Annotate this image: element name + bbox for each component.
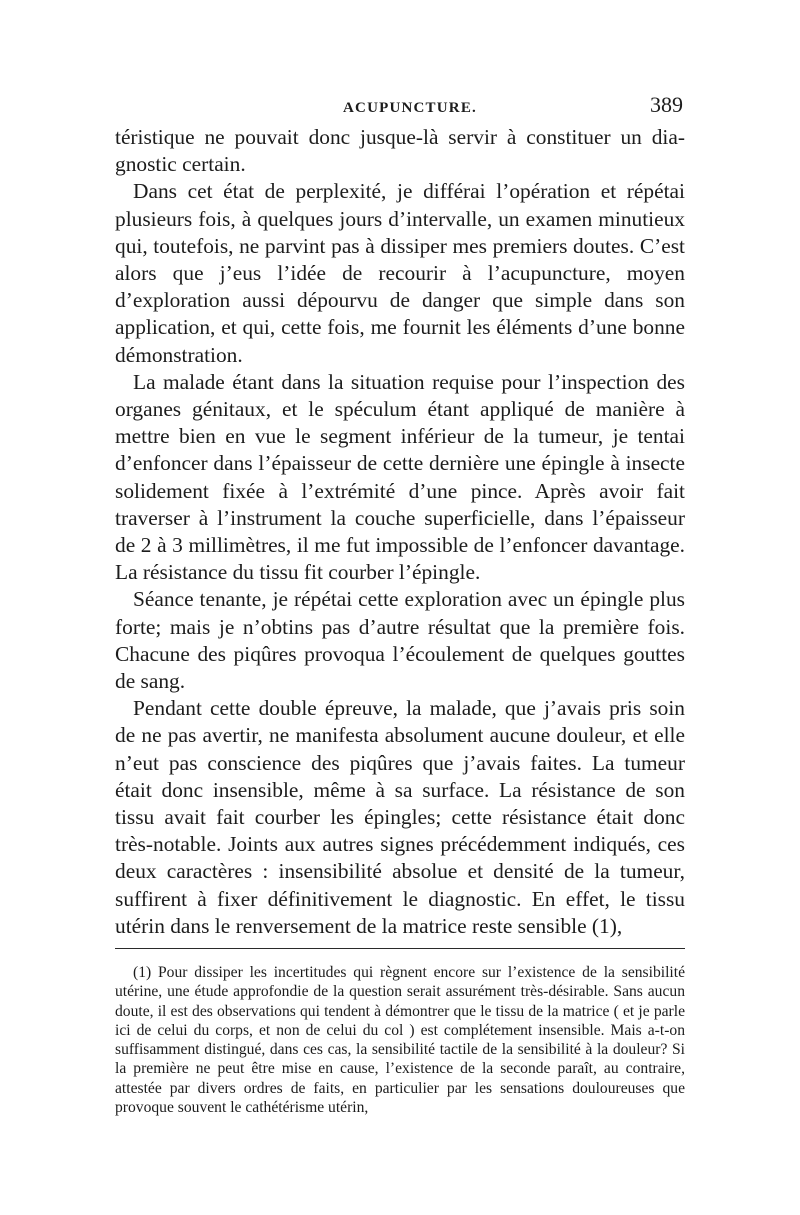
paragraph: Séance tenante, je répétai cette exploration avec un épingle plus forte; mais je n’obtins pas d’autre résultat que la première fois. Chacune des piqûres provoqua l’écoulement de quelques gouttes de sang. [115,587,685,694]
footnote-divider [115,948,685,949]
paragraph-continuation: téristique ne pouvait donc jusque-là servir à constituer un dia-gnostic certain. [115,125,685,177]
page-number: 389 [650,92,683,117]
footnote [115,963,685,1117]
main-text [115,124,685,940]
footnote-text: (1) Pour dissiper les incertitudes qui règnent encore sur l’existence de la sensibilité utérine, une étude approfondie de la question serait assurément très-désirable. Sans aucun doute, il est des observations qui tendent à démontrer que le tissu de la matrice ( et je parle ici de celui du corps, et non de celui du col ) est complétement insensible. Mais a-t-on suffisamment distingué, dans ces cas, la sensibilité tactile de la sensibilité à la douleur? Si la première ne peut être mise en cause, l’existence de la seconde paraît, au contraire, attestée par divers ordres de faits, en particulier par les sensations douloureuses que provoque souvent le cathétérisme utérin, [115,964,685,1117]
paragraph: La malade étant dans la situation requise pour l’inspection des organes génitaux, et le spéculum étant appliqué de manière à mettre bien en vue le segment inférieur de la tumeur, je tentai d’enfoncer dans l’épaisseur de cette dernière une épingle à insecte solidement fixée à l’extrémité d’une pince. Après avoir fait traverser à l’instrument la couche superficielle, dans l’épaisseur de 2 à 3 millimètres, il me fut impossible de l’enfoncer davantage. La résistance du tissu fit courber l’épingle. [115,369,685,585]
running-title: ACUPUNCTURE. [343,100,477,116]
paragraph: Dans cet état de perplexité, je différai l’opération et répétai plusieurs fois, à quelques jours d’intervalle, un examen minutieux qui, toutefois, ne parvint pas à dissiper mes premiers doutes. C’est alors que j’eus l’idée de recourir à l’acupuncture, moyen d’exploration aussi dépourvu de danger que simple dans son application, et qui, cette fois, me fournit les éléments d’une bonne démonstration. [115,179,685,367]
paragraph: Pendant cette double épreuve, la malade, que j’avais pris soin de ne pas avertir, ne manifesta absolument aucune douleur, et elle n’eut pas conscience des piqûres que j’avais faites. La tumeur était donc insensible, même à sa surface. La résistance de son tissu avait fait courber les épingles; cette résistance était donc très-notable. Joints aux autres signes précédemment indiqués, ces deux caractères : insensibilité absolue et densité de la tumeur, suffirent à fixer définitivement le diagnostic. En effet, le tissu utérin dans le renversement de la matrice reste sensible (1), [115,696,685,938]
running-head [0,92,800,122]
